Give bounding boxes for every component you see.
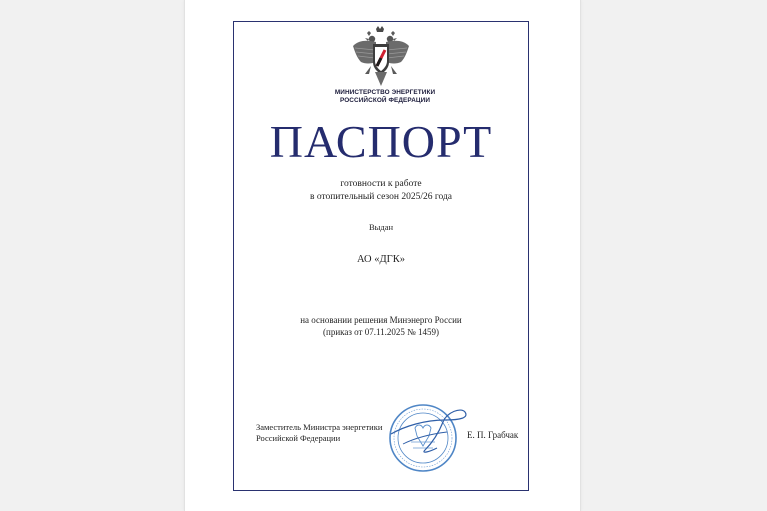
subtitle-line2: в отопительный сезон 2025/26 года bbox=[309, 192, 453, 202]
subtitle-line1: готовности к работе bbox=[340, 179, 422, 189]
organization-name: АО «ДГК» bbox=[356, 254, 405, 265]
basis-line1: на основании решения Минэнерго России bbox=[300, 315, 462, 325]
basis-line2: (приказ от 07.11.2025 № 1459) bbox=[323, 327, 439, 337]
ministry-name bbox=[295, 89, 475, 105]
signatory-name: Е. П. Грабчак bbox=[467, 430, 519, 440]
signatory-position-line1: Заместитель Министра энергетики bbox=[256, 422, 383, 432]
issued-label: Выдан bbox=[368, 222, 394, 232]
document-title: ПАСПОРТ bbox=[269, 116, 493, 167]
eagle-emblem-icon bbox=[349, 26, 413, 88]
ministry-name-line2: РОССИЙСКОЙ ФЕДЕРАЦИИ bbox=[339, 97, 431, 104]
signatory-position-line2: Российской Федерации bbox=[256, 433, 341, 443]
document-page bbox=[184, 0, 581, 511]
ministry-name-line1: МИНИСТЕРСТВО ЭНЕРГЕТИКИ bbox=[334, 89, 436, 96]
